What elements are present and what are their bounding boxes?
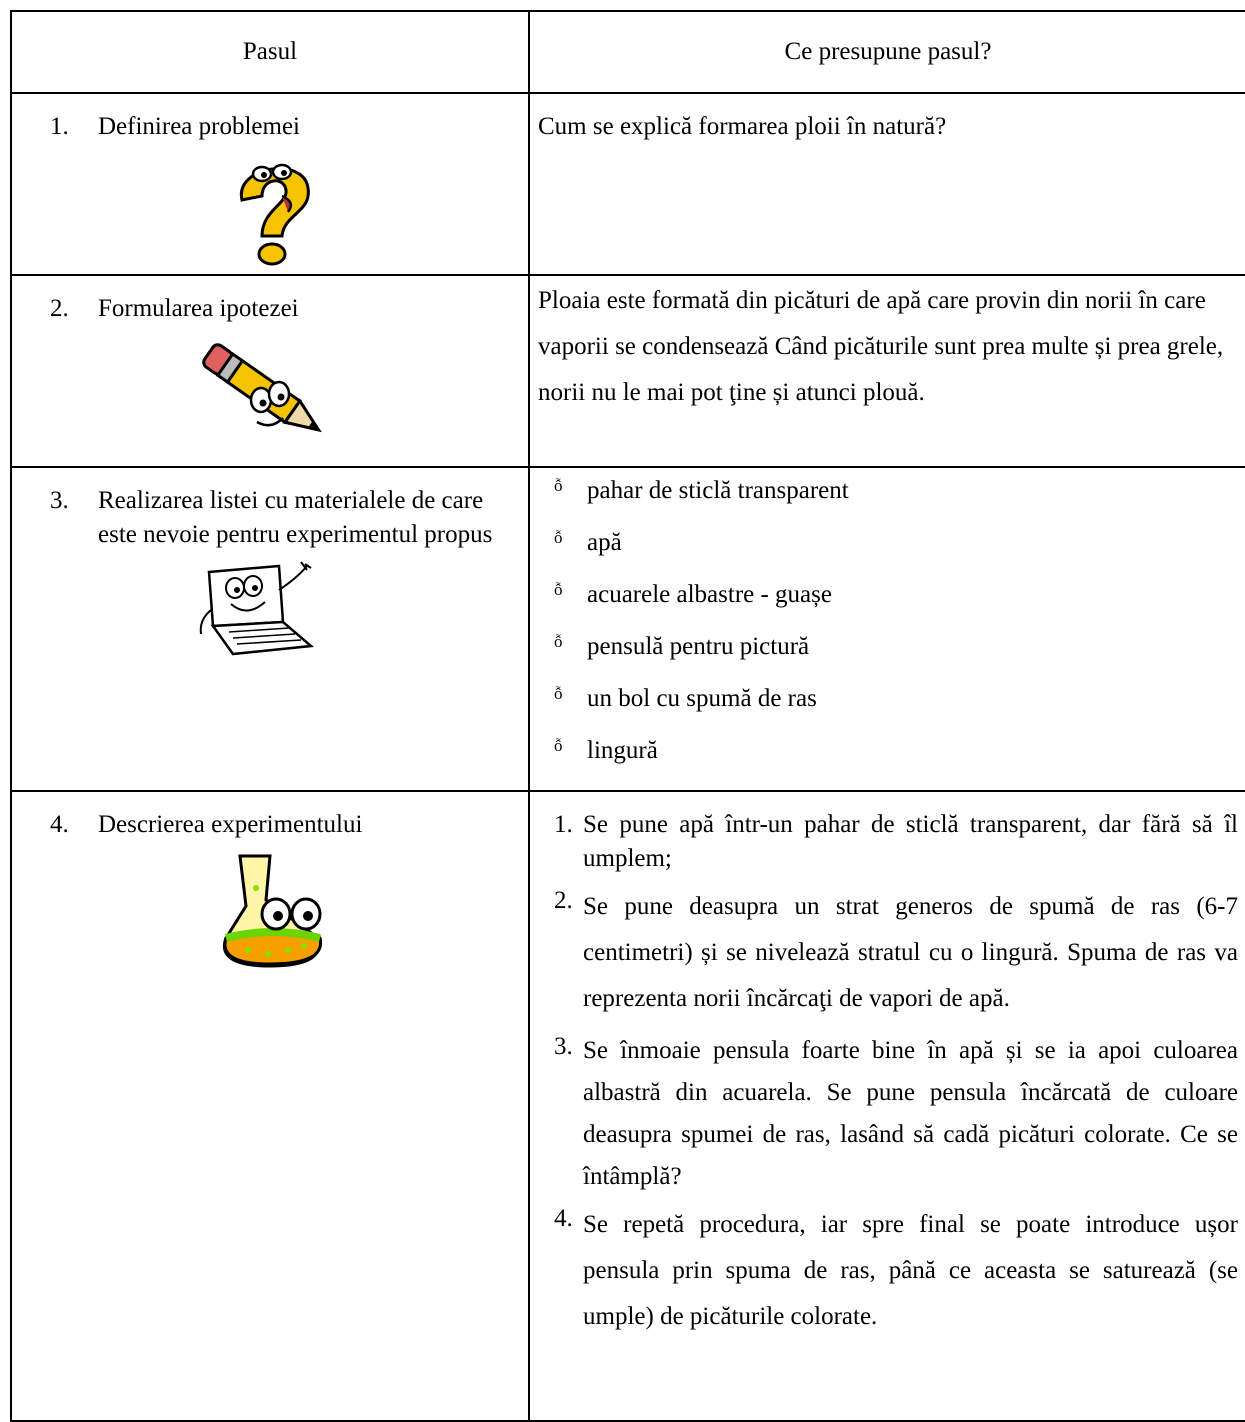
list-item: 3. Se înmoaie pensula foarte bine în apă și se ia apoi culoarea albastră din acuarela. Se pune pensula încărcată de culoare deasupra spumei de ras, lasând să cadă picături colorate. Ce se întâmplă? <box>554 1033 1238 1190</box>
list-item: 1. Se pune apă într-un pahar de sticlă transparent, dar fără să îl umplem; <box>554 811 1238 872</box>
bullet-icon: ỗ <box>554 632 563 651</box>
laptop-cartoon-icon <box>187 560 337 660</box>
table-row <box>11 275 1245 467</box>
bullet-icon: ỗ <box>554 736 563 755</box>
step-cell <box>11 791 529 1421</box>
step-number: 2. <box>50 295 69 322</box>
experiment-steps <box>538 808 1238 1340</box>
list-item: ỗ lingură <box>554 736 658 764</box>
description-cell <box>529 93 1245 275</box>
step-title: Realizarea listei cu materialele de care este nevoie pentru experimentul propus <box>98 487 493 548</box>
header-step: Pasul <box>11 11 529 93</box>
step-number: 4. <box>50 811 69 838</box>
bullet-icon: ỗ <box>554 580 563 599</box>
step-number: 3. <box>50 487 69 514</box>
step-cell <box>11 275 529 467</box>
step-title: Definirea problemei <box>98 113 300 140</box>
problem-text: Cum se explică formarea ploii în natură? <box>538 113 947 140</box>
step-title: Formularea ipotezei <box>98 295 299 322</box>
bullet-icon: ỗ <box>554 684 563 703</box>
hypothesis-text: Ploaia este formată din picături de apă care provin din norii în care vaporii se condensează Când picăturile sunt prea multe și prea grele, norii nu le mai pot ţine și atunci plouă. <box>538 287 1224 406</box>
description-cell <box>529 275 1245 467</box>
list-item: ỗ un bol cu spumă de ras <box>554 684 817 712</box>
flask-cartoon-icon <box>208 850 338 970</box>
list-item: 4. Se repetă procedura, iar spre final se poate introduce ușor pensula prin spuma de ras, până ce aceasta se saturează (se umple) de picăturile colorate. <box>554 1205 1238 1330</box>
pencil-cartoon-icon <box>187 334 337 454</box>
table-row <box>11 93 1245 275</box>
step-number: 1. <box>50 113 69 140</box>
list-item: 2. Se pune deasupra un strat generos de spumă de ras (6-7 centimetri) și se nivelează stratul cu o lingură. Spuma de ras va reprezenta norii încărcaţi de vapori de apă. <box>554 887 1238 1012</box>
step-cell <box>11 93 529 275</box>
steps-table <box>10 10 1245 1422</box>
list-item: ỗ apă <box>554 528 622 556</box>
table-row <box>11 467 1245 791</box>
list-item: ỗ pahar de sticlă transparent <box>554 476 849 504</box>
step-cell <box>11 467 529 791</box>
materials-list <box>538 478 1238 790</box>
list-item: ỗ acuarele albastre - guașe <box>554 580 832 608</box>
bullet-icon: ỗ <box>554 476 563 495</box>
list-item: ỗ pensulă pentru pictură <box>554 632 810 660</box>
step-title: Descrierea experimentului <box>98 811 363 838</box>
table-row <box>11 791 1245 1421</box>
description-cell <box>529 467 1245 791</box>
document-page <box>10 10 1245 1416</box>
bullet-icon: ỗ <box>554 528 563 547</box>
header-description: Ce presupune pasul? <box>529 11 1245 93</box>
table-header-row <box>11 11 1245 93</box>
question-mark-cartoon-icon <box>212 152 332 268</box>
description-cell <box>529 791 1245 1421</box>
